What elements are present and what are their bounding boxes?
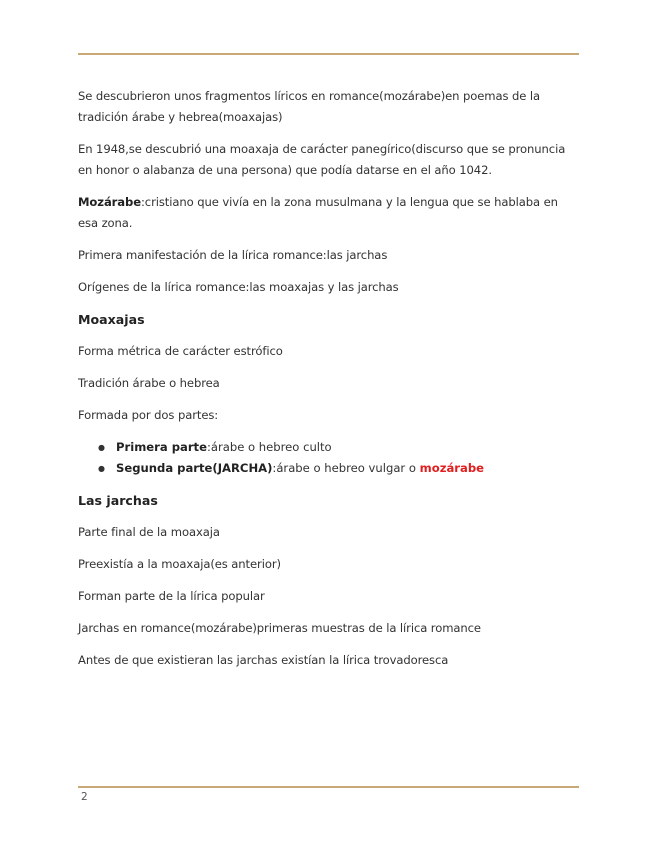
definition-text: :cristiano que vivía en la zona musulmana y la lengua que se hablaba en esa zona. [78, 195, 558, 230]
footer-rule [78, 786, 579, 788]
page-content [78, 86, 578, 682]
definition-paragraph [78, 192, 578, 234]
jarchas-line-3: Forman parte de la lírica popular [78, 589, 265, 603]
header-rule [78, 53, 579, 55]
moaxajas-line-2: Tradición árabe o hebrea [78, 376, 220, 390]
line-first-manifestation: Primera manifestación de la lírica romance:las jarchas [78, 248, 388, 262]
definition-term: Mozárabe [78, 195, 141, 209]
page-number: 2 [81, 791, 88, 803]
heading-jarchas: Las jarchas [78, 493, 158, 508]
paragraph-2: En 1948,se descubrió una moaxaja de carácter panegírico(discurso que se pronuncia en honor o alabanza de una persona) que podía datarse en el año 1042. [78, 142, 566, 177]
bullet-bold: Segunda parte(JARCHA) [116, 461, 273, 475]
bullet-text: :árabe o hebreo vulgar o [272, 461, 420, 475]
parts-list [78, 437, 578, 479]
highlight-mozarabe: mozárabe [419, 461, 484, 475]
moaxajas-line-3: Formada por dos partes: [78, 408, 219, 422]
bullet-bold: Primera parte [116, 440, 207, 454]
jarchas-line-1: Parte final de la moaxaja [78, 525, 220, 539]
jarchas-line-2: Preexistía a la moaxaja(es anterior) [78, 557, 281, 571]
jarchas-line-4: Jarchas en romance(mozárabe)primeras muestras de la lírica romance [78, 621, 481, 635]
bullet-text: :árabe o hebreo culto [206, 440, 332, 454]
line-origins: Orígenes de la lírica romance:las moaxajas y las jarchas [78, 280, 399, 294]
list-item [116, 437, 578, 458]
moaxajas-line-1: Forma métrica de carácter estrófico [78, 344, 283, 358]
heading-moaxajas: Moaxajas [78, 312, 145, 327]
jarchas-line-5: Antes de que existieran las jarchas existían la lírica trovadoresca [78, 653, 449, 667]
paragraph-1: Se descubrieron unos fragmentos líricos en romance(mozárabe)en poemas de la tradición árabe y hebrea(moaxajas) [78, 89, 541, 124]
list-item [116, 458, 578, 479]
